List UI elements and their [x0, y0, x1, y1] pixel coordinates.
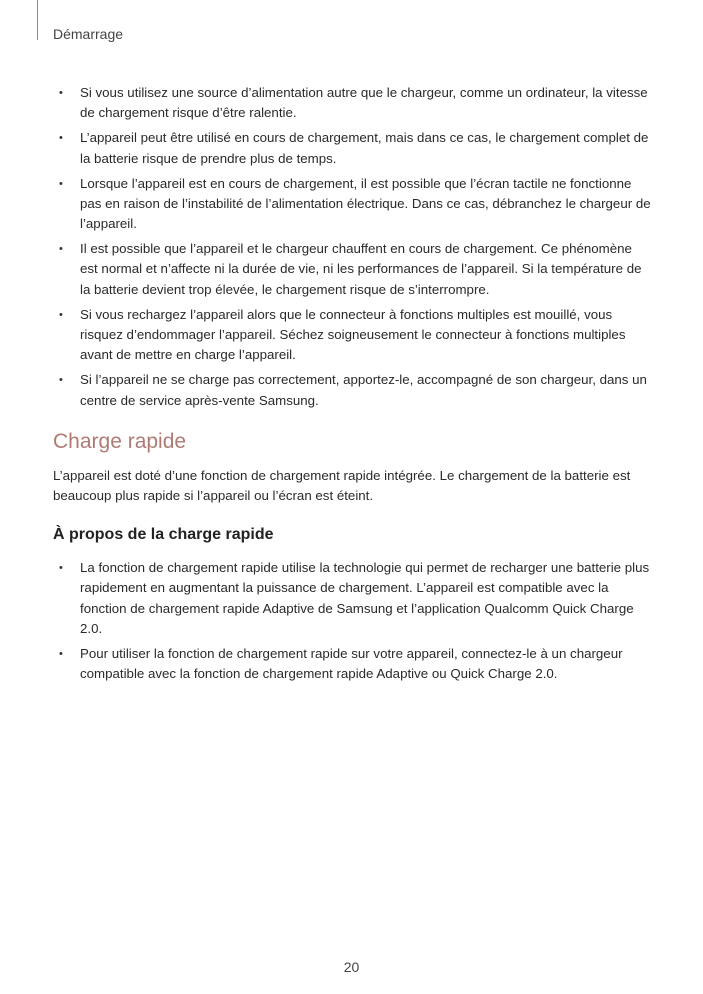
page-number: 20 — [343, 959, 360, 975]
section-title: Charge rapide — [53, 430, 187, 453]
list-item-text: Si vous utilisez une source d’alimentation autre que le chargeur, comme un ordinateur, la vitesse de chargement risque d’être ralentie. — [80, 85, 648, 121]
list-item-text: Il est possible que l’appareil et le chargeur chauffent en cours de chargement. Ce phénomène est normal et n’affecte ni la durée de vie, ni les performances de l’appareil. Si la température de la batterie devient trop élevée, le chargement risque de s’interrompre. — [80, 241, 642, 297]
bullet-icon: • — [59, 243, 63, 256]
subsection-title: À propos de la charge rapide — [53, 526, 274, 543]
list-item — [53, 239, 653, 300]
bullet-icon: • — [59, 177, 63, 190]
list-item — [53, 370, 653, 411]
bullet-icon: • — [59, 374, 63, 387]
list-item-text: Si l’appareil ne se charge pas correctement, apportez-le, accompagné de son chargeur, dans un centre de service après-vente Samsung. — [80, 372, 647, 408]
section-intro: L’appareil est doté d’une fonction de chargement rapide intégrée. Le chargement de la batterie est beaucoup plus rapide si l’appareil ou l’écran est éteint. — [53, 468, 631, 504]
list-item — [53, 174, 653, 235]
bullet-icon: • — [59, 647, 63, 660]
bullet-icon: • — [59, 87, 63, 99]
bullet-icon: • — [59, 562, 63, 574]
bullet-icon: • — [59, 308, 63, 321]
bullet-list-charging-notes — [53, 83, 653, 416]
bullet-icon: • — [59, 132, 63, 145]
bullet-list-fast-charge — [53, 558, 653, 689]
list-item-text: L’appareil peut être utilisé en cours de chargement, mais dans ce cas, le chargement complet de la batterie risque de prendre plus de temps. — [80, 130, 649, 166]
list-item-text: Si vous rechargez l’appareil alors que le connecteur à fonctions multiples est mouillé, vous risquez d’endommager l’appareil. Séchez soigneusement le connecteur à fonctions multiples avant de mettre en charge l’appareil. — [80, 306, 626, 363]
list-item-text: Lorsque l’appareil est en cours de chargement, il est possible que l’écran tactile ne fonctionne pas en raison de l’instabilité de l’alimentation électrique. Dans ce cas, débranchez le chargeur de l’appareil. — [80, 175, 651, 232]
list-item — [53, 83, 653, 124]
list-item — [53, 305, 653, 366]
header-rule — [37, 0, 38, 40]
list-item — [53, 128, 653, 169]
running-header: Démarrage — [53, 26, 124, 42]
list-item-text: Pour utiliser la fonction de chargement rapide sur votre appareil, connectez-le à un chargeur compatible avec la fonction de chargement rapide Adaptive ou Quick Charge 2.0. — [80, 645, 623, 682]
list-item — [53, 644, 653, 685]
list-item-text: La fonction de chargement rapide utilise la technologie qui permet de recharger une batterie plus rapidement en augmentant la puissance de chargement. L’appareil est compatible avec la fonction de chargement rapide Adaptive de Samsung et l’application Qualcomm Quick Charge 2.0. — [80, 560, 650, 636]
list-item — [53, 558, 653, 639]
